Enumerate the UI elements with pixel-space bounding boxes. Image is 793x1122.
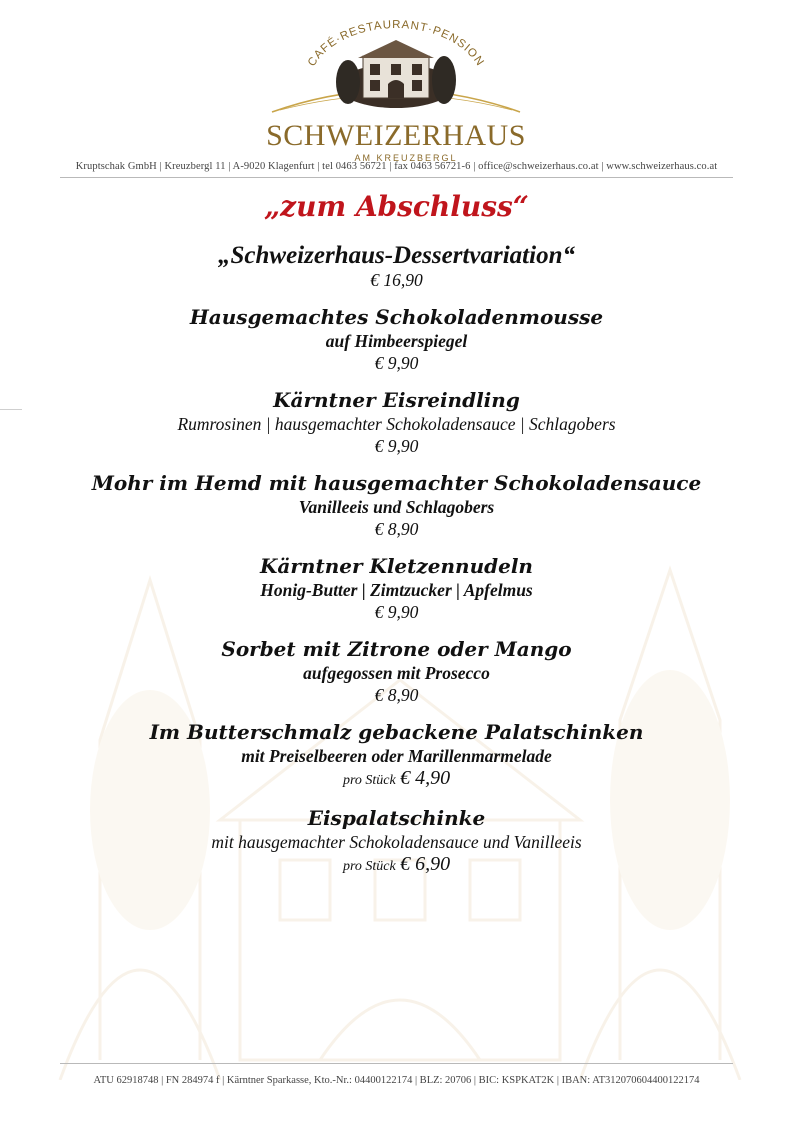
item-description: Honig-Butter | Zimtzucker | Apfelmus <box>260 580 533 600</box>
item-name: Mohr im Hemd mit hausgemachter Schokoladensauce <box>91 471 702 495</box>
menu-item <box>0 304 793 374</box>
item-description: mit Preiselbeeren oder Marillenmarmelade <box>241 746 552 766</box>
item-price: € 9,90 <box>374 436 419 456</box>
item-price: € 16,90 <box>370 270 423 290</box>
item-price: € 8,90 <box>374 519 419 539</box>
item-description: Rumrosinen | hausgemachter Schokoladensauce | Schlagobers <box>177 414 616 434</box>
menu-title: „zum Abschluss“ <box>264 190 529 223</box>
item-price <box>0 853 793 878</box>
dessert-menu <box>0 190 793 878</box>
menu-item <box>0 636 793 706</box>
schweizerhaus-logo <box>262 18 530 166</box>
header-divider <box>60 177 733 178</box>
svg-text:AM KREUZBERGL: AM KREUZBERGL <box>354 153 458 163</box>
item-name: „Schweizerhaus-Dessertvariation“ <box>218 242 575 269</box>
item-description: mit hausgemachter Schokoladensauce und Vanilleeis <box>211 832 582 852</box>
menu-item <box>0 243 793 291</box>
svg-text:CAFÉ·RESTAURANT·PENSION: CAFÉ·RESTAURANT·PENSION <box>305 18 487 69</box>
item-name: Eispalatschinke <box>307 806 486 830</box>
item-price: € 9,90 <box>374 353 419 373</box>
item-price <box>0 767 793 792</box>
svg-text:SCHWEIZERHAUS: SCHWEIZERHAUS <box>266 119 526 152</box>
price-value: € 6,90 <box>400 853 451 875</box>
footer-divider <box>60 1063 733 1064</box>
item-description: Vanilleeis und Schlagobers <box>298 497 495 517</box>
item-name: Im Butterschmalz gebackene Palatschinken <box>149 720 644 744</box>
item-name: Sorbet mit Zitrone oder Mango <box>221 637 572 661</box>
item-description: auf Himbeerspiegel <box>325 331 468 351</box>
price-value: € 4,90 <box>400 767 451 789</box>
item-price: € 8,90 <box>374 685 419 705</box>
menu-item <box>0 470 793 540</box>
price-prefix: pro Stück <box>342 773 396 788</box>
item-description: aufgegossen mit Prosecco <box>303 663 490 683</box>
bank-details-footer: ATU 62918748 | FN 284974 f | Kärntner Sparkasse, Kto.-Nr.: 04400122174 | BLZ: 20706 | BIC: KSPKAT2K | IBAN: AT312070604400122174 <box>93 1075 700 1086</box>
item-name: Hausgemachtes Schokoladenmousse <box>189 305 604 329</box>
contact-line: Kruptschak GmbH | Kreuzbergl 11 | A-9020 Klagenfurt | tel 0463 56721 | fax 0463 56721-6 | office@schweizerhaus.co.at | www.schweizerhaus.co.at <box>75 161 718 172</box>
menu-item <box>0 553 793 623</box>
menu-item <box>0 805 793 878</box>
item-price: € 9,90 <box>374 602 419 622</box>
item-name: Kärntner Eisreindling <box>273 388 520 412</box>
item-name: Kärntner Kletzennudeln <box>260 554 533 578</box>
menu-item <box>0 387 793 457</box>
menu-item <box>0 719 793 792</box>
price-prefix: pro Stück <box>342 859 396 874</box>
